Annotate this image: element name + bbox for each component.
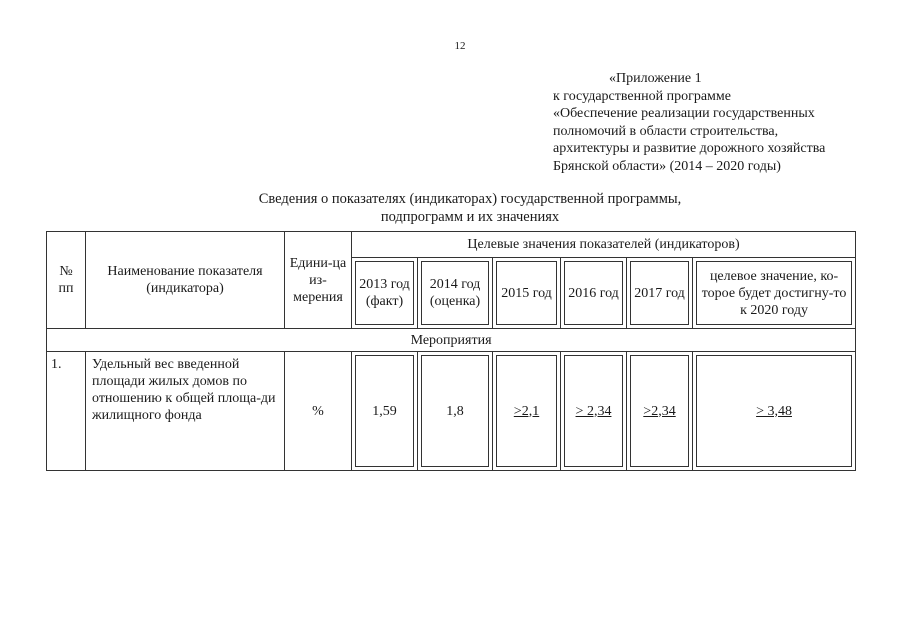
header-name: Наименование показателя (индикатора) [86, 232, 285, 329]
row-value-2014: 1,8 [418, 352, 493, 471]
row-value-2017 [627, 352, 693, 471]
row-unit: % [285, 352, 352, 471]
header-year-2013: 2013 год (факт) [352, 258, 418, 329]
table-row [47, 352, 856, 471]
section-title: Мероприятия [47, 329, 856, 352]
value-text: > 2,34 [575, 403, 612, 419]
row-value-2015 [493, 352, 561, 471]
appendix-line: полномочий в области строительства, [553, 123, 779, 139]
value-text: > 3,48 [756, 403, 792, 419]
header-unit: Едини-ца из-мерения [285, 232, 352, 329]
header-year-2016: 2016 год [561, 258, 627, 329]
header-year-2017: 2017 год [627, 258, 693, 329]
header-target-group: Целевые значения показателей (индикаторов) [352, 232, 856, 258]
appendix-line: «Приложение 1 [609, 71, 702, 86]
document-title [240, 190, 700, 226]
value-text: >2,34 [643, 403, 676, 419]
row-name: Удельный вес введенной площади жилых домов по отношению к общей площа-ди жилищного фонда [86, 352, 285, 471]
header-target-2020: целевое значение, ко-торое будет достигну-то к 2020 году [693, 258, 856, 329]
header-year-2014: 2014 год (оценка) [418, 258, 493, 329]
title-line: Сведения о показателях (индикаторах) государственной программы, [258, 191, 682, 207]
header-year-2015: 2015 год [493, 258, 561, 329]
value-text: >2,1 [513, 403, 540, 419]
appendix-line: архитектуры и развитие дорожного хозяйства [553, 141, 826, 156]
appendix-line: Брянской области» (2014 – 2020 годы) [553, 158, 781, 174]
row-value-2016 [561, 352, 627, 471]
appendix-line: «Обеспечение реализации государственных [553, 106, 815, 121]
appendix-line: к государственной программе [553, 88, 731, 104]
row-value-2013: 1,59 [352, 352, 418, 471]
appendix-caption [553, 70, 883, 175]
row-value-2020 [693, 352, 856, 471]
title-line: подпрограмм и их значениях [380, 209, 560, 225]
page-number: 12 [454, 40, 466, 52]
indicators-table [46, 231, 856, 471]
row-number: 1. [47, 352, 86, 471]
header-number: № пп [47, 232, 86, 329]
